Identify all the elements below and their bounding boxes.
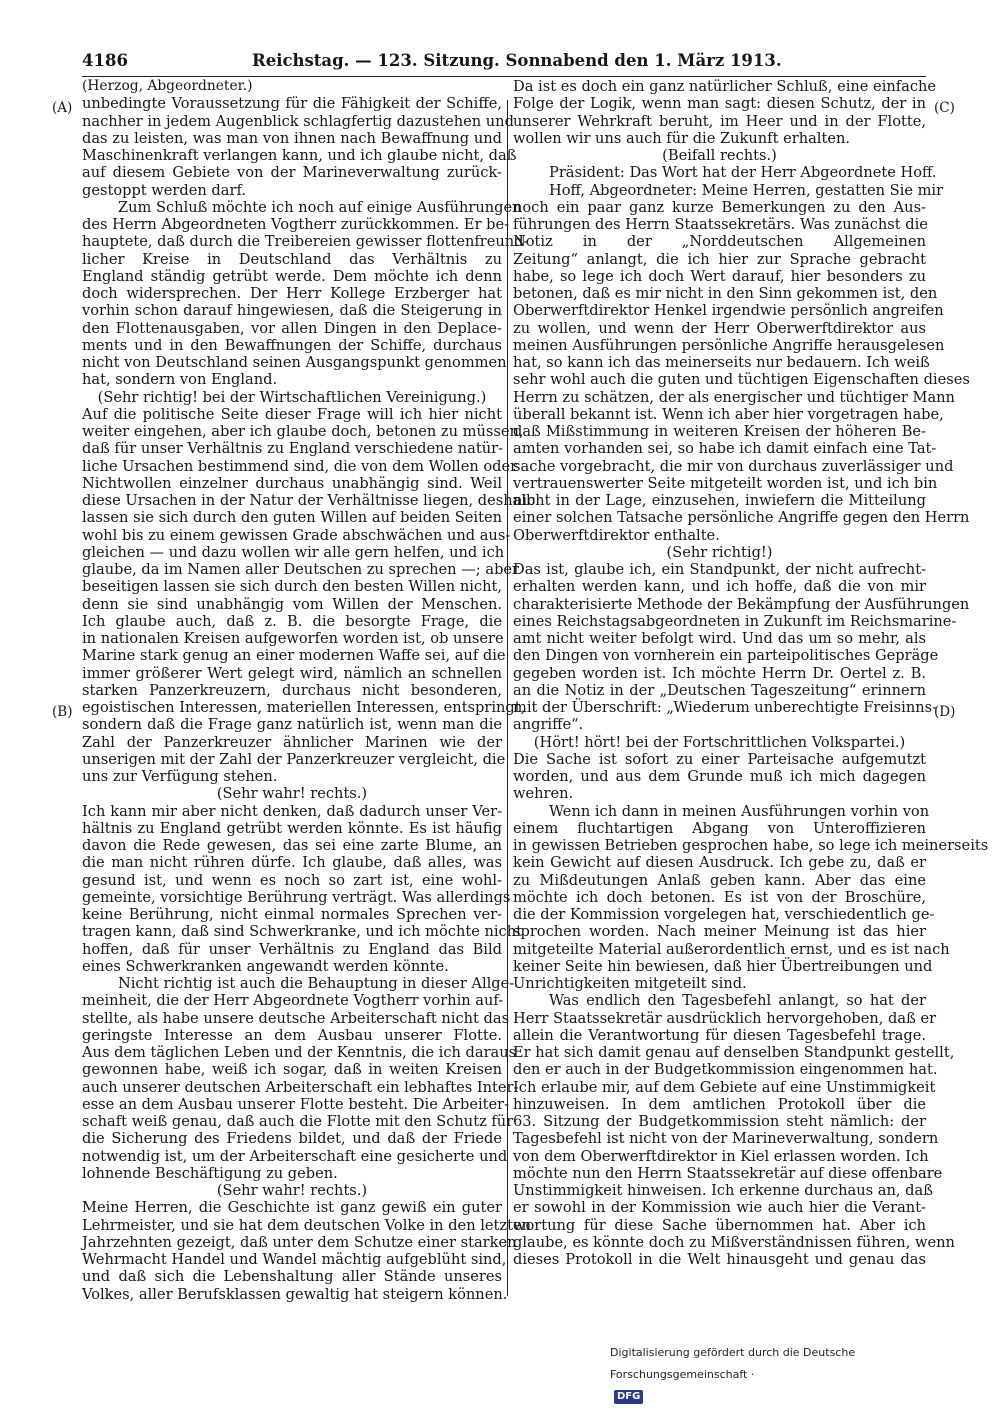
text-line: die Sicherung des Friedens bildet, und daß der Friede — [82, 1130, 502, 1148]
text-line: einer solchen Tatsache persönliche Angriffe gegen den Herrn — [513, 509, 970, 527]
text-line: worden, und aus dem Grunde muß ich mich dagegen — [513, 768, 926, 785]
text-line: mitgeteilte Material außerordentlich ernst, und es ist nach — [513, 940, 950, 958]
running-header-title: Reichstag. — 123. Sitzung. Sonnabend den 1. März 1913. — [252, 51, 782, 70]
text-line: Oberwerftdirektor enthalte. — [513, 526, 720, 544]
text-line: daß für unser Verhältnis zu England verschiedene natür- — [82, 440, 504, 458]
text-line: nicht in der Lage, einzusehen, inwiefern die Mitteilung — [513, 492, 926, 509]
text-line: gesund ist, und wenn es noch so zart ist, eine wohl- — [82, 871, 502, 889]
text-line: Meine Herren, die Geschichte ist ganz gewiß ein guter — [82, 1199, 502, 1217]
text-line: egoistischen Interessen, materiellen Interessen, entspringt, — [82, 699, 526, 716]
text-line: Zum Schluß möchte ich noch auf einige Ausführungen — [118, 198, 522, 216]
text-line: geringste Interesse an dem Ausbau unserer Flotte. — [82, 1026, 502, 1044]
text-line: nicht von Deutschland seinen Ausgangspunkt genommen — [82, 354, 507, 371]
text-line: führungen des Herrn Staatssekretärs. Was zunächst die — [513, 216, 928, 233]
text-line: Die Sache ist sofort zu einer Parteisache aufgemutzt — [513, 750, 926, 768]
text-line: und daß sich die Lebenshaltung aller Stände unseres — [82, 1268, 502, 1286]
text-line: unbedingte Voraussetzung für die Fähigkeit der Schiffe, — [82, 95, 502, 113]
page-header — [82, 46, 926, 76]
text-line: auf diesem Gebiete von der Marineverwaltung zurück- — [82, 164, 502, 182]
text-line: starken Panzerkreuzern, durchaus nicht besonderen, — [82, 681, 502, 699]
text-line: amten vorhanden sei, so habe ich damit einfach eine Tat- — [513, 440, 937, 458]
text-line: zu Mißdeutungen Anlaß geben kann. Aber das eine — [513, 871, 926, 889]
text-line: noch ein paar ganz kurze Bemerkungen zu den Aus- — [513, 198, 926, 216]
text-line: Hoff, Abgeordneter: Meine Herren, gestatten Sie mir — [549, 181, 944, 199]
text-line: erhalten werden kann, und ich hoffe, daß die von mir — [513, 578, 926, 596]
text-line: die man nicht rühren dürfe. Ich glaube, daß alles, was — [82, 854, 502, 872]
text-line: Auf die politische Seite dieser Frage will ich hier nicht — [82, 405, 502, 423]
text-line: charakterisierte Methode der Bekämpfung der Ausführungen — [513, 595, 970, 613]
page-footer — [610, 1342, 990, 1402]
text-line: angriffe“. — [513, 716, 584, 734]
text-line: habe, so lege ich doch Wert darauf, hier besonders zu — [513, 267, 926, 285]
text-line: hat, so kann ich das meinerseits nur bedauern. Ich weiß — [513, 354, 930, 371]
text-line: weiter eingehen, aber ich glaube doch, betonen zu müssen, — [82, 423, 524, 440]
text-line: er sowohl in der Kommission wie auch hier die Verant- — [513, 1199, 926, 1217]
text-line: diese Ursachen in der Natur der Verhältnisse liegen, deshalb — [82, 492, 536, 509]
text-line: daß Mißstimmung in weiteren Kreisen der höheren Be- — [513, 423, 926, 440]
margin-mark-b: (B) — [52, 704, 73, 720]
text-line: Wenn ich dann in meinen Ausführungen vorhin von — [549, 802, 930, 820]
text-line: liche Ursachen bestimmend sind, die von dem Wollen oder — [82, 457, 518, 475]
text-line: kein Gewicht auf diesen Ausdruck. Ich gebe zu, daß er — [513, 854, 926, 872]
text-line: Nicht richtig ist auch die Behauptung in dieser Allge- — [118, 975, 515, 992]
text-line: Zahl der Panzerkreuzer ähnlicher Marinen wie der — [82, 733, 502, 751]
text-line: das zu leisten, was man von ihnen nach Bewaffnung und — [82, 129, 502, 147]
text-line: Nichtwollen einzelner durchaus unabhängig sind. Weil — [82, 474, 502, 492]
text-line: Unstimmigkeit hinweisen. Ich erkenne durchaus an, daß — [513, 1182, 933, 1199]
text-line: eines Reichstagsabgeordneten in Zukunft im Reichsmarine- — [513, 612, 957, 630]
right-column — [513, 78, 989, 1268]
text-line: an die Notiz in der „Deutschen Tageszeitung“ erinnern — [513, 681, 926, 699]
text-line: nachher in jedem Augenblick schlagfertig dazustehen und — [82, 112, 514, 130]
text-line: (Hört! hört! bei der Fortschrittlichen Volkspartei.) — [533, 733, 906, 751]
text-line: Marine stark genug an einer modernen Waffe sei, auf die — [82, 647, 506, 665]
text-line: uns zur Verfügung stehen. — [82, 768, 278, 785]
text-line: lohnende Beschäftigung zu geben. — [82, 1164, 338, 1182]
text-line: sondern daß die Frage ganz natürlich ist, wenn man die — [82, 716, 502, 734]
text-line: mit der Überschrift: „Wiederum unberechtigte Freisinns- — [513, 699, 938, 716]
text-line: hoffen, daß für unser Verhältnis zu England das Bild — [82, 940, 502, 958]
text-line: Ich glaube auch, daß z. B. die besorgte Frage, die — [82, 612, 502, 630]
text-line: die der Kommission vorgelegen hat, verschiedentlich ge- — [513, 906, 935, 923]
text-line: zu wollen, und wenn der Herr Oberwerftdirektor aus — [513, 319, 926, 337]
text-line: unserigen mit der Zahl der Panzerkreuzer vergleicht, die — [82, 750, 506, 768]
text-line: (Sehr wahr! rechts.) — [216, 785, 368, 803]
text-line: gestoppt werden darf. — [82, 181, 246, 199]
text-line: Ich kann mir aber nicht denken, daß dadurch unser Ver- — [82, 802, 502, 820]
text-line: England ständig getrübt werde. Dem möchte ich denn — [82, 267, 502, 285]
text-line: meinheit, die der Herr Abgeordnete Vogtherr vorhin auf- — [82, 992, 504, 1010]
text-line: (Beifall rechts.) — [662, 147, 777, 164]
text-line: Er hat sich damit genau auf denselben Standpunkt gestellt, — [513, 1044, 955, 1061]
text-line: gemeinte, vorsichtige Berührung verträgt. Was allerdings — [82, 888, 511, 906]
text-line: (Herzog, Abgeordneter.) — [82, 78, 253, 94]
text-line: glaube, es könnte doch zu Mißverständnissen führen, wenn — [513, 1233, 955, 1251]
text-line: Folge der Logik, wenn man sagt: diesen Schutz, der in — [513, 95, 926, 113]
text-line: stellte, als habe unsere deutsche Arbeiterschaft nicht das — [82, 1009, 510, 1027]
text-line: sache vorgebracht, die mir von durchaus zuverlässiger und — [513, 457, 954, 475]
text-line: beseitigen lassen sie sich durch den besten Willen nicht, — [82, 578, 502, 596]
text-line: licher Kreise in Deutschland das Verhältnis zu — [82, 250, 502, 268]
text-line: notwendig ist, um der Arbeiterschaft eine gesicherte und — [82, 1147, 508, 1165]
text-line: eines Schwerkranken angewandt werden könnte. — [82, 957, 449, 975]
text-line: lassen sie sich durch den guten Willen auf beiden Seiten — [82, 509, 502, 527]
text-line: Volkes, aller Berufsklassen gewaltig hat steigern können. — [82, 1285, 508, 1303]
text-line: Ich erlaube mir, auf dem Gebiete auf eine Unstimmigkeit — [513, 1078, 936, 1096]
text-line: doch widersprechen. Der Herr Kollege Erzberger hat — [82, 285, 502, 302]
text-line: den er auch in der Budgetkommission eingenommen hat. — [513, 1061, 938, 1079]
margin-mark-d: (D) — [934, 704, 956, 720]
text-line: davon die Rede gewesen, das sei eine zarte Blume, an — [82, 837, 502, 854]
footer-credit: Digitalisierung gefördert durch die Deutsche Forschungsgemeinschaft · — [610, 1346, 856, 1381]
text-line: Was endlich den Tagesbefehl anlangt, so hat der — [549, 992, 926, 1010]
text-line: möchte ich doch betonen. Es ist von der Broschüre, — [513, 888, 926, 906]
text-line: des Herrn Abgeordneten Vogtherr zurückkommen. Er be- — [82, 216, 510, 233]
text-line: 63. Sitzung der Budgetkommission steht nämlich: der — [513, 1113, 926, 1130]
text-line: vorhin schon darauf hingewiesen, daß die Steigerung in — [82, 302, 502, 320]
text-line: Maschinenkraft verlangen kann, und ich glaube nicht, daß — [82, 147, 517, 164]
text-line: von dem Oberwerftdirektor in Kiel erlassen worden. Ich — [513, 1147, 929, 1165]
text-line: Lehrmeister, und sie hat dem deutschen Volke in den letzten — [82, 1216, 531, 1234]
text-line: vertrauenswerter Seite mitgeteilt worden ist, und ich bin — [513, 474, 938, 492]
text-line: sprochen worden. Nach meiner Meinung ist das hier — [513, 923, 926, 941]
text-line: immer größerer Wert gelegt wird, nämlich an schnellen — [82, 664, 502, 682]
text-line: den Flottenausgaben, vor allen Dingen in den Deplace- — [82, 319, 502, 337]
text-line: sehr wohl auch die guten und tüchtigen Eigenschaften dieses — [513, 371, 970, 389]
text-line: Unrichtigkeiten mitgeteilt sind. — [513, 975, 747, 992]
text-line: gegeben worden ist. Ich möchte Herrn Dr. Oertel z. B. — [513, 664, 926, 682]
text-line: wohl bis zu einem gewissen Grade abschwächen und aus- — [82, 526, 511, 544]
text-line: Herrn zu schätzen, der als energischer und tüchtiger Mann — [513, 388, 955, 406]
text-line: (Sehr richtig!) — [666, 543, 773, 561]
text-line: ments und in den Bewaffnungen der Schiffe, durchaus — [82, 336, 502, 354]
page-number: 4186 — [82, 51, 128, 70]
text-line: glaube, da im Namen aller Deutschen zu sprechen —; aber — [82, 561, 520, 578]
text-line: hat, sondern von England. — [82, 371, 278, 389]
text-line: tragen kann, daß sind Schwerkranke, und ich möchte nicht — [82, 923, 522, 941]
text-line: gewonnen habe, weiß ich sogar, daß in weiten Kreisen — [82, 1061, 502, 1079]
text-line: Zeitung“ anlangt, die ich hier zur Sprache gebracht — [513, 250, 926, 268]
text-line: wehren. — [513, 785, 574, 803]
text-line: auch unserer deutschen Arbeiterschaft ein lebhaftes Inter- — [82, 1078, 519, 1096]
text-line: Das ist, glaube ich, ein Standpunkt, der nicht aufrecht- — [513, 561, 926, 578]
text-line: betonen, daß es mir nicht in den Sinn gekommen ist, den — [513, 285, 938, 302]
text-line: überall bekannt ist. Wenn ich aber hier vorgetragen habe, — [513, 405, 944, 423]
text-line: Präsident: Das Wort hat der Herr Abgeordnete Hoff. — [549, 164, 937, 182]
text-line: hauptete, daß durch die Treibereien gewisser flottenfreund- — [82, 233, 529, 251]
text-line: esse an dem Ausbau unserer Flotte besteht. Die Arbeiter- — [82, 1095, 510, 1113]
text-line: Oberwerftdirektor Henkel irgendwie persönlich angreifen — [513, 302, 944, 320]
text-line: allein die Verantwortung für diesen Tagesbefehl trage. — [513, 1026, 926, 1044]
text-line: schaft weiß genau, daß auch die Flotte mit den Schutz für — [82, 1113, 514, 1130]
text-line: keiner Seite hin bewiesen, daß hier Übertreibungen und — [513, 957, 933, 975]
text-line: keine Berührung, nicht einmal normales Sprechen ver- — [82, 906, 502, 923]
margin-mark-a: (A) — [52, 100, 73, 116]
text-line: einem fluchtartigen Abgang von Unteroffizieren — [513, 819, 926, 837]
text-line: wortung für diese Sache übernommen hat. Aber ich — [513, 1216, 926, 1234]
text-line: meinen Ausführungen persönliche Angriffe herausgelesen — [513, 336, 945, 354]
text-line: Wehrmacht Handel und Wandel mächtig aufgeblüht sind, — [82, 1251, 507, 1268]
text-line: amt nicht weiter befolgt wird. Und das um so mehr, als — [513, 630, 926, 647]
text-line: möchte nun den Herrn Staatssekretär auf diese offenbare — [513, 1164, 943, 1182]
text-line: dieses Protokoll in die Welt hinausgeht und genau das — [513, 1251, 926, 1268]
header-rule — [82, 76, 926, 77]
left-column — [82, 78, 536, 1303]
text-line: in nationalen Kreisen aufgeworfen worden ist, ob unsere — [82, 630, 504, 647]
text-line: (Sehr wahr! rechts.) — [216, 1182, 368, 1199]
text-line: den Dingen von vornherein ein parteipolitisches Gepräge — [513, 647, 939, 665]
text-line: (Sehr richtig! bei der Wirtschaftlichen Vereinigung.) — [97, 388, 487, 406]
text-line: wollen wir uns auch für die Zukunft erhalten. — [513, 129, 851, 147]
text-line: Da ist es doch ein ganz natürlicher Schluß, eine einfache — [513, 78, 937, 95]
text-line: Jahrzehnten gezeigt, daß unter dem Schutze einer starken — [82, 1233, 517, 1251]
text-line: Tagesbefehl ist nicht von der Marineverwaltung, sondern — [513, 1130, 939, 1148]
text-line: gleichen — und dazu wollen wir alle gern helfen, und ich — [82, 543, 505, 561]
dfg-logo: DFG — [614, 1390, 643, 1404]
text-line: in gewissen Betrieben gesprochen habe, so lege ich meinerseits — [513, 837, 989, 854]
text-line: hältnis zu England getrübt werden könnte. Es ist häufig — [82, 819, 502, 837]
column-divider — [507, 100, 508, 1296]
text-line: unserer Wehrkraft beruht, im Heer und in der Flotte, — [513, 112, 926, 130]
text-line: hinzuweisen. In dem amtlichen Protokoll über die — [513, 1095, 926, 1113]
text-line: Aus dem täglichen Leben und der Kenntnis, die ich daraus — [82, 1044, 517, 1061]
text-line: denn sie sind unabhängig vom Willen der Menschen. — [82, 595, 502, 613]
margin-mark-c: (C) — [934, 100, 955, 116]
text-line: Notiz in der „Norddeutschen Allgemeinen — [513, 233, 926, 251]
text-line: Herr Staatssekretär ausdrücklich hervorgehoben, daß er — [513, 1009, 937, 1027]
